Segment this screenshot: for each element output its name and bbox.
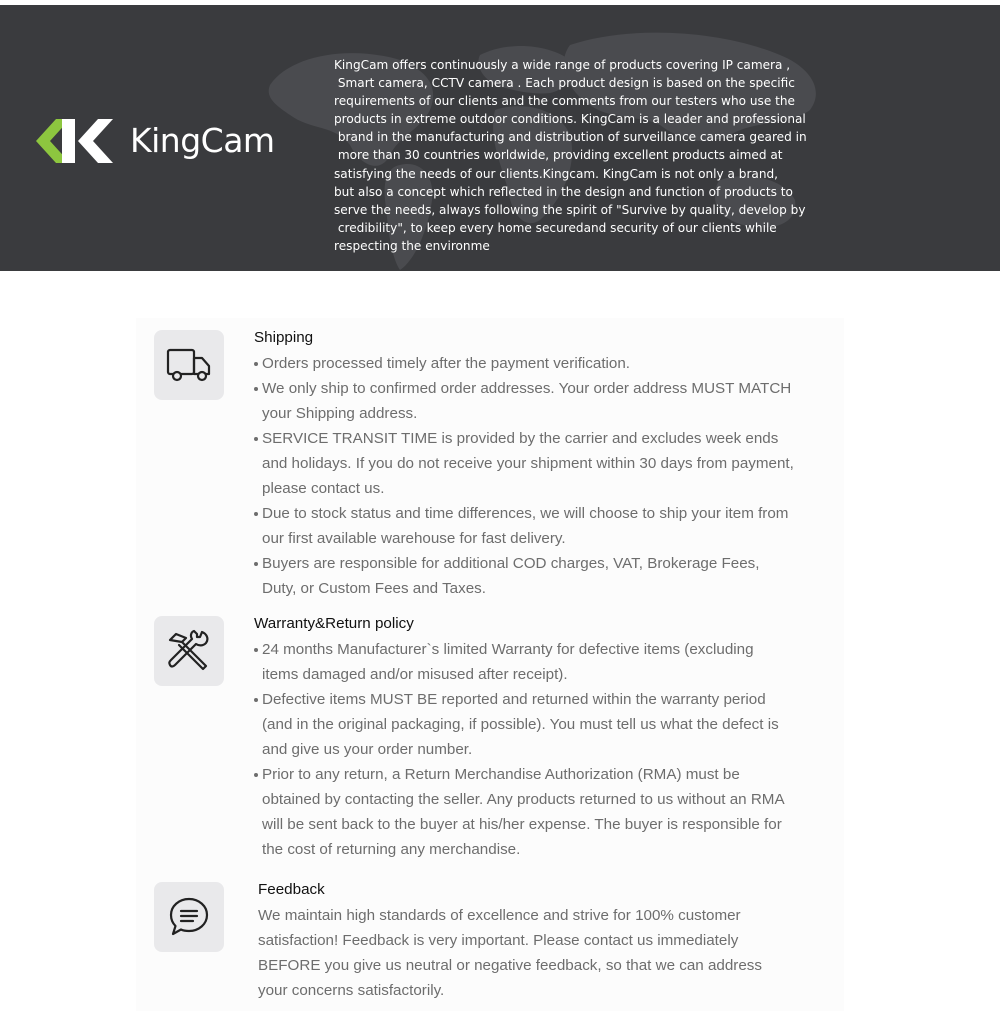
chat-bubble-icon: [167, 895, 211, 939]
shipping-icon-box: [154, 330, 224, 400]
warranty-icon-box: [154, 616, 224, 686]
list-item: Defective items MUST BE reported and returned within the warranty period (and in the original packaging, if possible). You must tell us what the defect is and give us your order number.: [254, 687, 794, 762]
truck-icon: [166, 346, 212, 384]
kingcam-logo-mark-icon: [36, 119, 114, 163]
kingcam-logo: [36, 119, 275, 163]
list-item: SERVICE TRANSIT TIME is provided by the carrier and excludes week ends and holidays. If you do not receive your shipment within 30 days from payment, please contact us.: [254, 426, 794, 501]
list-item: Due to stock status and time differences, we will choose to ship your item from our first available warehouse for fast delivery.: [254, 501, 794, 551]
list-item: Buyers are responsible for additional COD charges, VAT, Brokerage Fees, Duty, or Custom Fees and Taxes.: [254, 551, 794, 601]
tools-icon: [166, 628, 212, 674]
list-item: Orders processed timely after the payment verification.: [254, 351, 794, 376]
warranty-title: Warranty&Return policy: [254, 615, 414, 632]
brand-banner: [0, 5, 1000, 271]
shipping-title: Shipping: [254, 329, 314, 346]
list-item: 24 months Manufacturer`s limited Warranty for defective items (excluding items damaged and/or misused after receipt).: [254, 637, 794, 687]
list-item: We only ship to confirmed order addresses. Your order address MUST MATCH your Shipping address.: [254, 376, 794, 426]
feedback-icon-box: [154, 882, 224, 952]
policy-panel: [136, 318, 844, 1011]
feedback-text: We maintain high standards of excellence and strive for 100% customer satisfaction! Feedback is very important. Please contact us immediately BEFORE you give us neutral or negative feedback, so that we can address your concerns satisfactorily.: [258, 907, 762, 999]
feedback-title: Feedback: [258, 881, 325, 898]
warranty-list: [254, 637, 794, 862]
company-description: KingCam offers continuously a wide range of products covering IP camera , Smart camera, CCTV camera . Each product design is based on the specific requirements of our clients and the comments from our testers who use the products in extreme outdoor conditions. KingCam is a leader and professional brand in the manufacturing and distribution of surveillance camera geared in more than 30 countries worldwide, providing excellent products aimed at satisfying the needs of our clients.Kingcam. KingCam is not only a brand, but also a concept which reflected in the design and function of products to serve the needs, always following the spirit of "Survive by quality, develop by credibility", to keep every home securedand security of our clients while respecting the environme: [334, 58, 807, 253]
logo-wordmark: KingCam: [130, 121, 275, 160]
shipping-list: [254, 351, 794, 601]
list-item: Prior to any return, a Return Merchandise Authorization (RMA) must be obtained by contacting the seller. Any products returned to us without an RMA will be sent back to the buyer at his/her expense. The buyer is responsible for the cost of returning any merchandise.: [254, 762, 794, 862]
